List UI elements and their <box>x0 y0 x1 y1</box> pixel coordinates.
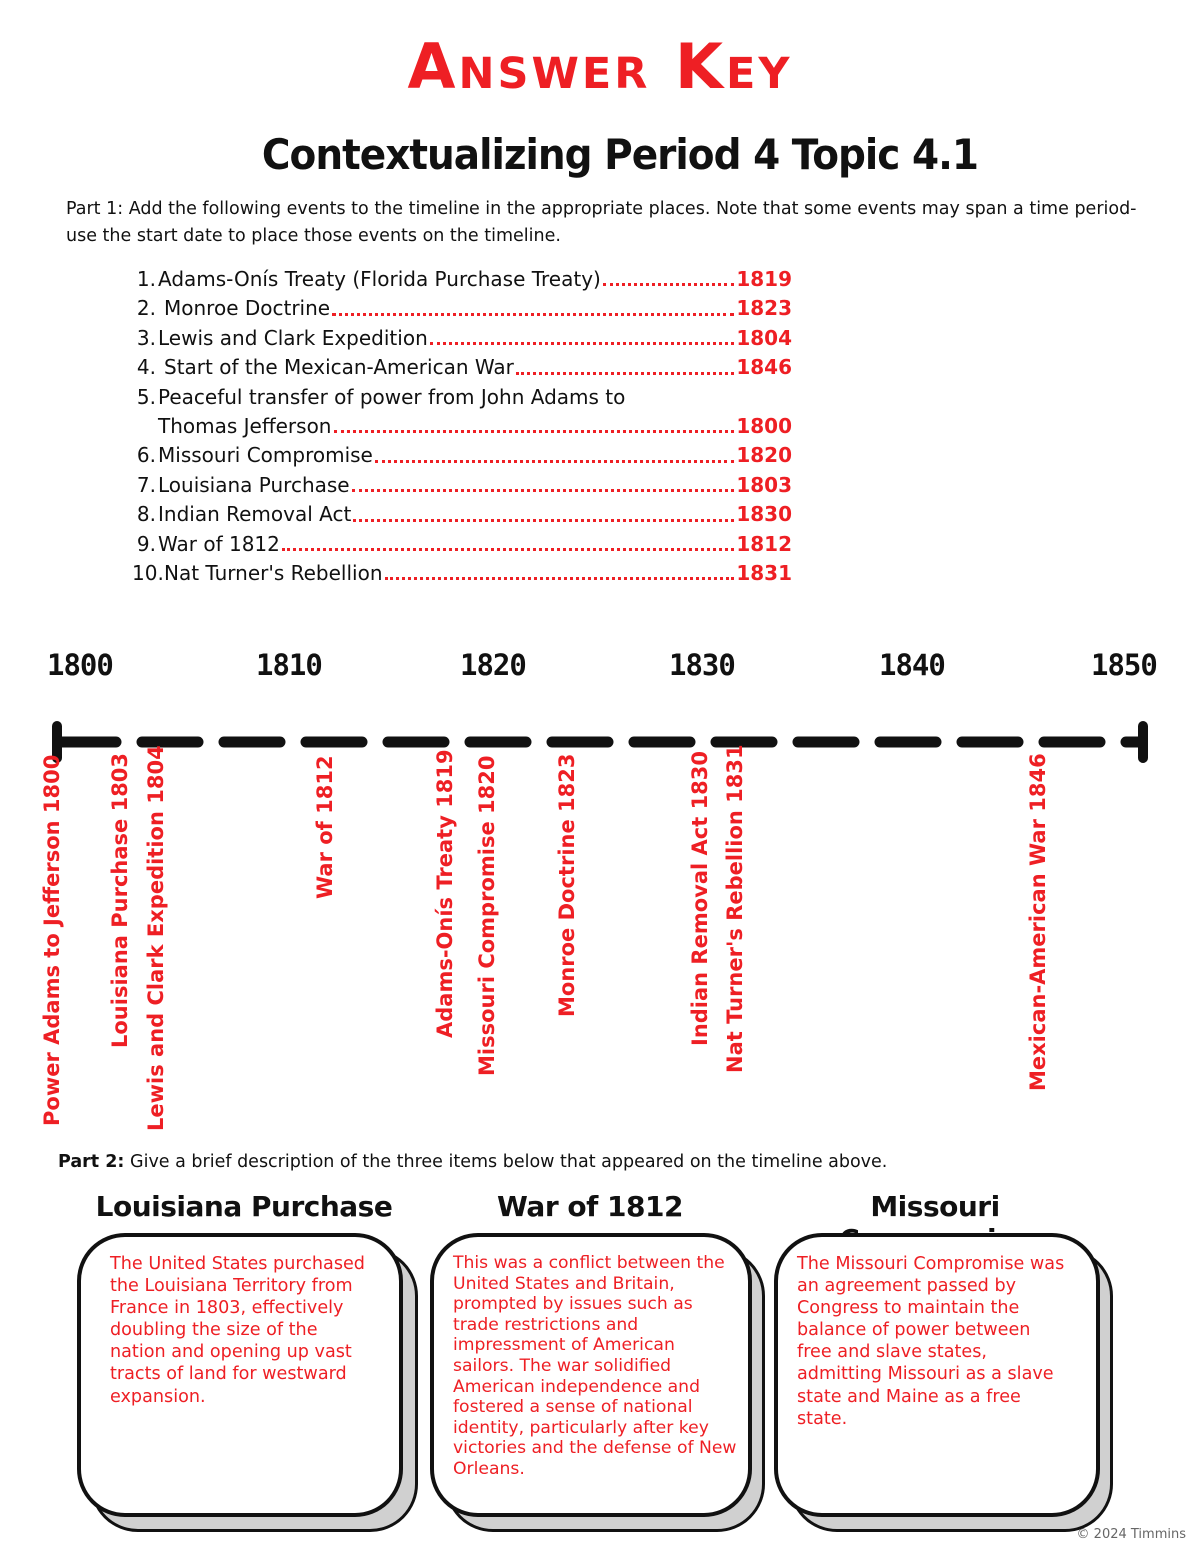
timeline-label: Lewis and Clark Expedition 1804 <box>144 745 168 1131</box>
item-year: 1831 <box>736 560 792 585</box>
item-text: Monroe Doctrine <box>164 296 331 321</box>
item-year: 1823 <box>736 296 792 321</box>
item-text: Start of the Mexican-American War <box>164 355 514 380</box>
answer-key-heading: Answer Key <box>407 30 793 103</box>
leader-dots <box>430 342 735 345</box>
tick-label: 1850 <box>1091 648 1157 682</box>
leader-dots <box>516 372 734 375</box>
list-item <box>132 441 792 470</box>
item-number: 4. <box>136 355 156 380</box>
timeline-label: Missouri Compromise 1820 <box>475 755 499 1076</box>
item-text: War of 1812 <box>158 531 280 556</box>
timeline-label: Nat Turner's Rebellion 1831 <box>723 744 747 1073</box>
item-year: 1820 <box>736 443 792 468</box>
item-number: 8. <box>136 502 156 527</box>
copyright: © 2024 Timmins <box>1076 1527 1186 1542</box>
timeline-label: Indian Removal Act 1830 <box>688 750 712 1046</box>
item-number: 1. <box>136 267 156 291</box>
timeline-label: Power Adams to Jefferson 1800 <box>40 754 64 1126</box>
item-year: 1819 <box>736 267 792 291</box>
item-number: 2. <box>136 296 156 321</box>
item-year: 1812 <box>736 531 792 556</box>
timeline-label: Louisiana Purchase 1803 <box>108 752 132 1048</box>
item-year: 1804 <box>736 325 792 350</box>
part2-label: Part 2: <box>58 1152 125 1172</box>
list-item <box>132 500 792 529</box>
timeline-label: Adams-Onís Treaty 1819 <box>433 749 457 1038</box>
tick-label: 1810 <box>256 648 322 682</box>
tick-label: 1840 <box>879 648 945 682</box>
leader-dots <box>353 519 734 522</box>
item-text: Louisiana Purchase <box>158 472 350 497</box>
item-year: 1803 <box>736 472 792 497</box>
list-item <box>132 412 792 441</box>
tick-label: 1830 <box>669 648 735 682</box>
list-item <box>132 383 792 412</box>
leader-dots <box>385 577 735 580</box>
item-year: 1846 <box>736 355 792 380</box>
item-text: Peaceful transfer of power from John Adams to <box>158 384 626 409</box>
leader-dots <box>334 430 735 433</box>
part2-text: Give a brief description of the three items below that appeared on the timeline above. <box>130 1152 888 1172</box>
leader-dots <box>352 489 735 492</box>
item-text: Missouri Compromise <box>158 443 373 468</box>
list-item <box>132 294 792 323</box>
list-item <box>132 530 792 559</box>
item-number: 7. <box>136 472 156 497</box>
list-item <box>132 353 792 382</box>
item-number: 9. <box>136 531 156 556</box>
tick-label: 1800 <box>47 648 113 682</box>
list-item <box>132 471 792 500</box>
card-text: The Missouri Compromise was an agreement passed by Congress to maintain the balance of power between free and slave states, admitting Missouri as a slave state and Maine as a free state. <box>797 1254 1065 1429</box>
list-item <box>132 559 792 588</box>
timeline-label: Mexican-American War 1846 <box>1026 753 1050 1091</box>
event-list <box>132 265 792 588</box>
leader-dots <box>603 283 734 286</box>
item-number: 6. <box>136 443 156 468</box>
leader-dots <box>282 548 734 551</box>
item-number: 5. <box>136 384 156 409</box>
box-title: Louisiana Purchase <box>95 1190 393 1223</box>
tick-label: 1820 <box>460 648 526 682</box>
item-year: 1830 <box>736 502 792 527</box>
item-text: Indian Removal Act <box>158 502 352 527</box>
list-item <box>132 324 792 353</box>
card-text: This was a conflict between the United States and Britain, prompted by issues such as trade restrictions and impressment of American sailors. The war solidified American independence and fostered a sense of national identity, particularly after key victories and the defense of New Orleans. <box>453 1253 737 1479</box>
timeline-label: War of 1812 <box>313 755 337 899</box>
item-text: Nat Turner's Rebellion <box>164 560 383 585</box>
page-title: Contextualizing Period 4 Topic 4.1 <box>261 131 979 180</box>
part1-instructions: Part 1: Add the following events to the timeline in the appropriate places. Note that some events may span a time period- use the start date to place those events on the timeline. <box>66 199 1137 246</box>
leader-dots <box>375 460 734 463</box>
item-text: Lewis and Clark Expedition <box>158 325 428 350</box>
box-title: Missouri <box>870 1190 1000 1223</box>
item-year: 1800 <box>736 413 792 438</box>
leader-dots <box>332 313 734 316</box>
list-item <box>132 265 792 294</box>
timeline-line <box>0 715 1200 775</box>
item-number: 10. <box>132 560 164 585</box>
item-text-continued: Thomas Jefferson <box>158 413 332 438</box>
card-text: The United States purchased the Louisiana Territory from France in 1803, effectively doubling the size of the nation and opening up vast tracts of land for westward expansion. <box>110 1254 365 1407</box>
item-number: 3. <box>136 325 156 350</box>
item-text: Adams-Onís Treaty (Florida Purchase Treaty) <box>158 267 601 291</box>
box-title: War of 1812 <box>497 1190 683 1223</box>
part2-instructions <box>58 1152 887 1172</box>
timeline-label: Monroe Doctrine 1823 <box>555 753 579 1017</box>
